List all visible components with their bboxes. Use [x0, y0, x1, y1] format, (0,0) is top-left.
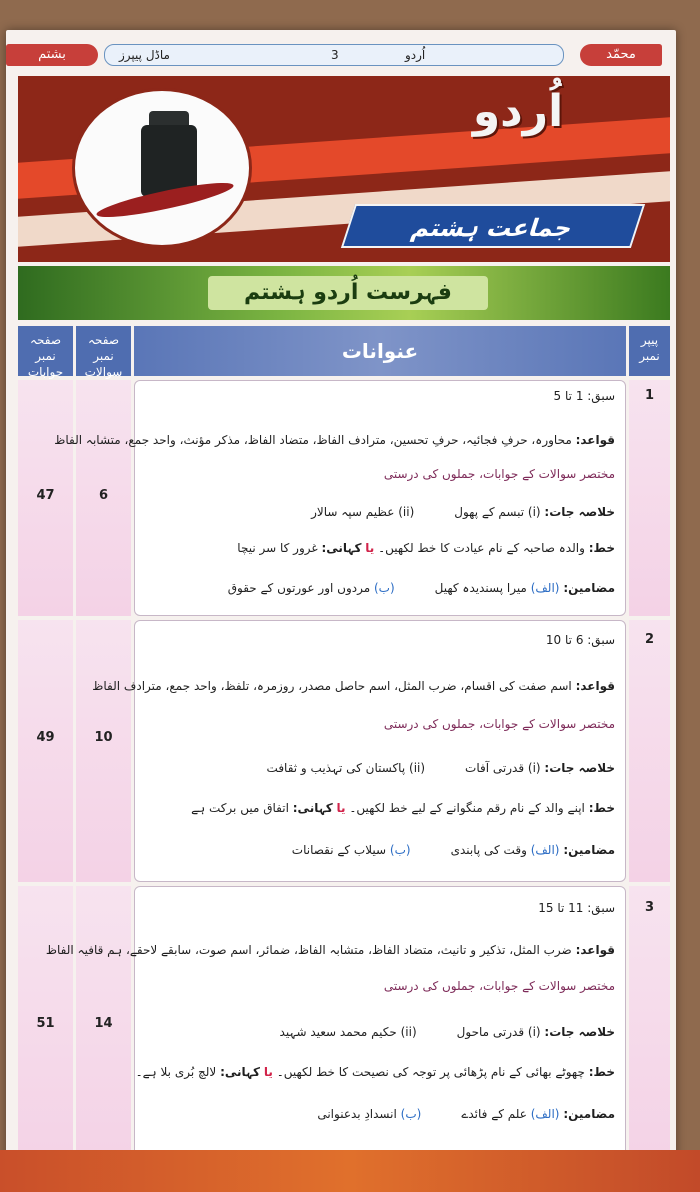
- summary-item-2: (ii) حکیم محمد سعید شہید: [279, 1025, 417, 1039]
- short-qa-text: مختصر سوالات کے جوابات، جملوں کی درستی: [383, 467, 615, 481]
- essay-item-2: مردوں اور عورتوں کے حقوق: [227, 581, 371, 595]
- letter-label: خط:: [588, 1065, 615, 1079]
- paper-no-cell: [629, 620, 670, 882]
- summary-item-1: (i) تبسم کے پھول: [454, 505, 541, 519]
- grammar-label: قواعد:: [575, 433, 615, 447]
- questions-page-number: 10: [94, 730, 113, 745]
- answers-page-cell: [18, 380, 73, 616]
- running-header: [6, 38, 676, 72]
- essay-item-1: وقت کی پابندی: [450, 843, 527, 857]
- or-marker: یا: [336, 801, 346, 815]
- topics-cell: [92, 620, 626, 882]
- questions-page-cell: [76, 380, 131, 616]
- paper-number: 1: [644, 388, 655, 403]
- summary-item-2: (ii) عظیم سپہ سالار: [311, 505, 415, 519]
- questions-page-number: 6: [98, 488, 109, 503]
- answers-page-cell: [18, 620, 73, 882]
- header-paper-no: پیپر نمبر: [629, 326, 670, 376]
- questions-page-number: 14: [94, 1016, 113, 1031]
- short-qa-text: مختصر سوالات کے جوابات، جملوں کی درستی: [383, 717, 615, 731]
- story-text: لالچ بُری بلا ہے۔: [135, 1065, 217, 1079]
- header-topics: عنوانات: [134, 326, 626, 376]
- letter-label: خط:: [588, 801, 615, 815]
- essay-item-2: سیلاب کے نقصانات: [291, 843, 387, 857]
- questions-page-cell: [76, 886, 131, 1166]
- summary-item-1: (i) قدرتی آفات: [465, 761, 541, 775]
- grammar-text: اسم صفت کی اقسام، ضرب المثل، اسم حاصل مصدر، روزمرہ، تلفظ، واحد جمع، مترادف الفاظ: [92, 679, 572, 693]
- story-label: کہانی:: [321, 541, 362, 555]
- letter-text: اپنے والد کے نام رقم منگوانے کے لیے خط لکھیں۔: [349, 801, 585, 815]
- essay-label: مضامین:: [563, 1107, 615, 1121]
- topics-cell: [54, 380, 626, 616]
- table-row: [18, 886, 670, 1166]
- summary-label: خلاصہ جات:: [544, 505, 615, 519]
- paper-number: 3: [644, 900, 655, 915]
- essay-mark-a: (الف): [530, 581, 560, 595]
- paper-no-cell: [629, 380, 670, 616]
- page-sheet: [6, 30, 676, 1180]
- lesson-range: سبق: 11 تا 15: [538, 901, 615, 915]
- letter-text: والدہ صاحبہ کے نام عیادت کا خط لکھیں۔: [378, 541, 585, 555]
- answers-page-number: 51: [36, 1016, 55, 1031]
- index-title: فہرست اُردو ہشتم: [208, 276, 488, 310]
- table-row: [18, 620, 670, 882]
- essay-mark-a: (الف): [530, 1107, 560, 1121]
- inkpot-illustration: [72, 88, 252, 248]
- essay-mark-b: (ب): [400, 1107, 422, 1121]
- essay-label: مضامین:: [563, 843, 615, 857]
- short-qa-text: مختصر سوالات کے جوابات، جملوں کی درستی: [383, 979, 615, 993]
- header-questions-page: صفحہ نمبر سوالات: [76, 326, 131, 376]
- questions-page-cell: [76, 620, 131, 882]
- grammar-label: قواعد:: [575, 943, 615, 957]
- essay-item-2: انسدادِ بدعنوانی: [317, 1107, 397, 1121]
- essay-label: مضامین:: [563, 581, 615, 595]
- paper-number: 2: [644, 632, 655, 647]
- summary-label: خلاصہ جات:: [544, 1025, 615, 1039]
- header-answers-page: صفحہ نمبر جوابات: [18, 326, 73, 376]
- subject-label: اُردو: [405, 48, 426, 62]
- essay-item-1: علم کے فائدے: [461, 1107, 527, 1121]
- grammar-label: قواعد:: [575, 679, 615, 693]
- grade-tag-left: بشتم: [6, 44, 98, 66]
- series-label: ماڈل پیپرز: [119, 48, 170, 62]
- table-header: [18, 326, 670, 379]
- essay-mark-b: (ب): [373, 581, 395, 595]
- index-heading-band: [18, 266, 670, 320]
- grade-banner: جماعت ہشتم: [341, 204, 645, 248]
- or-marker: یا: [263, 1065, 273, 1079]
- grammar-text: ضرب المثل، تذکیر و تانیث، متضاد الفاظ، متشابہ الفاظ، ضمائر، اسم صوت، سابقے لاحقے، ہم قافیہ الفاظ: [45, 943, 572, 957]
- essay-item-1: میرا پسندیدہ کھیل: [434, 581, 527, 595]
- summary-label: خلاصہ جات:: [544, 761, 615, 775]
- lesson-range: سبق: 1 تا 5: [553, 389, 615, 403]
- brand-logo: محمّد: [580, 44, 662, 66]
- lesson-range: سبق: 6 تا 10: [545, 633, 615, 647]
- header-band: [104, 44, 564, 66]
- bottom-edge-strip: [0, 1150, 700, 1192]
- story-text: غرور کا سر نیچا: [237, 541, 318, 555]
- letter-text: چھوٹے بھائی کے نام پڑھائی پر توجہ کی نصیحت کا خط لکھیں۔: [276, 1065, 585, 1079]
- paper-no-cell: [629, 886, 670, 1166]
- cover-title: اُردو: [472, 86, 564, 137]
- table-row: [18, 380, 670, 616]
- essay-mark-a: (الف): [530, 843, 560, 857]
- summary-item-2: (ii) پاکستان کی تہذیب و ثقافت: [266, 761, 426, 775]
- or-marker: یا: [365, 541, 375, 555]
- cover-banner: [18, 76, 670, 262]
- summary-item-1: (i) قدرتی ماحول: [456, 1025, 541, 1039]
- story-label: کہانی:: [220, 1065, 261, 1079]
- answers-page-cell: [18, 886, 73, 1166]
- story-text: اتفاق میں برکت ہے: [191, 801, 289, 815]
- story-label: کہانی:: [292, 801, 333, 815]
- essay-mark-b: (ب): [389, 843, 411, 857]
- answers-page-number: 47: [36, 488, 55, 503]
- page-number: 3: [331, 48, 339, 62]
- grammar-text: محاورہ، حرفِ فجائیہ، حرفِ تحسین، مترادف الفاظ، متضاد الفاظ، مذکر مؤنث، واحد جمع، متشابہ الفاظ: [54, 433, 572, 447]
- answers-page-number: 49: [36, 730, 55, 745]
- letter-label: خط:: [588, 541, 615, 555]
